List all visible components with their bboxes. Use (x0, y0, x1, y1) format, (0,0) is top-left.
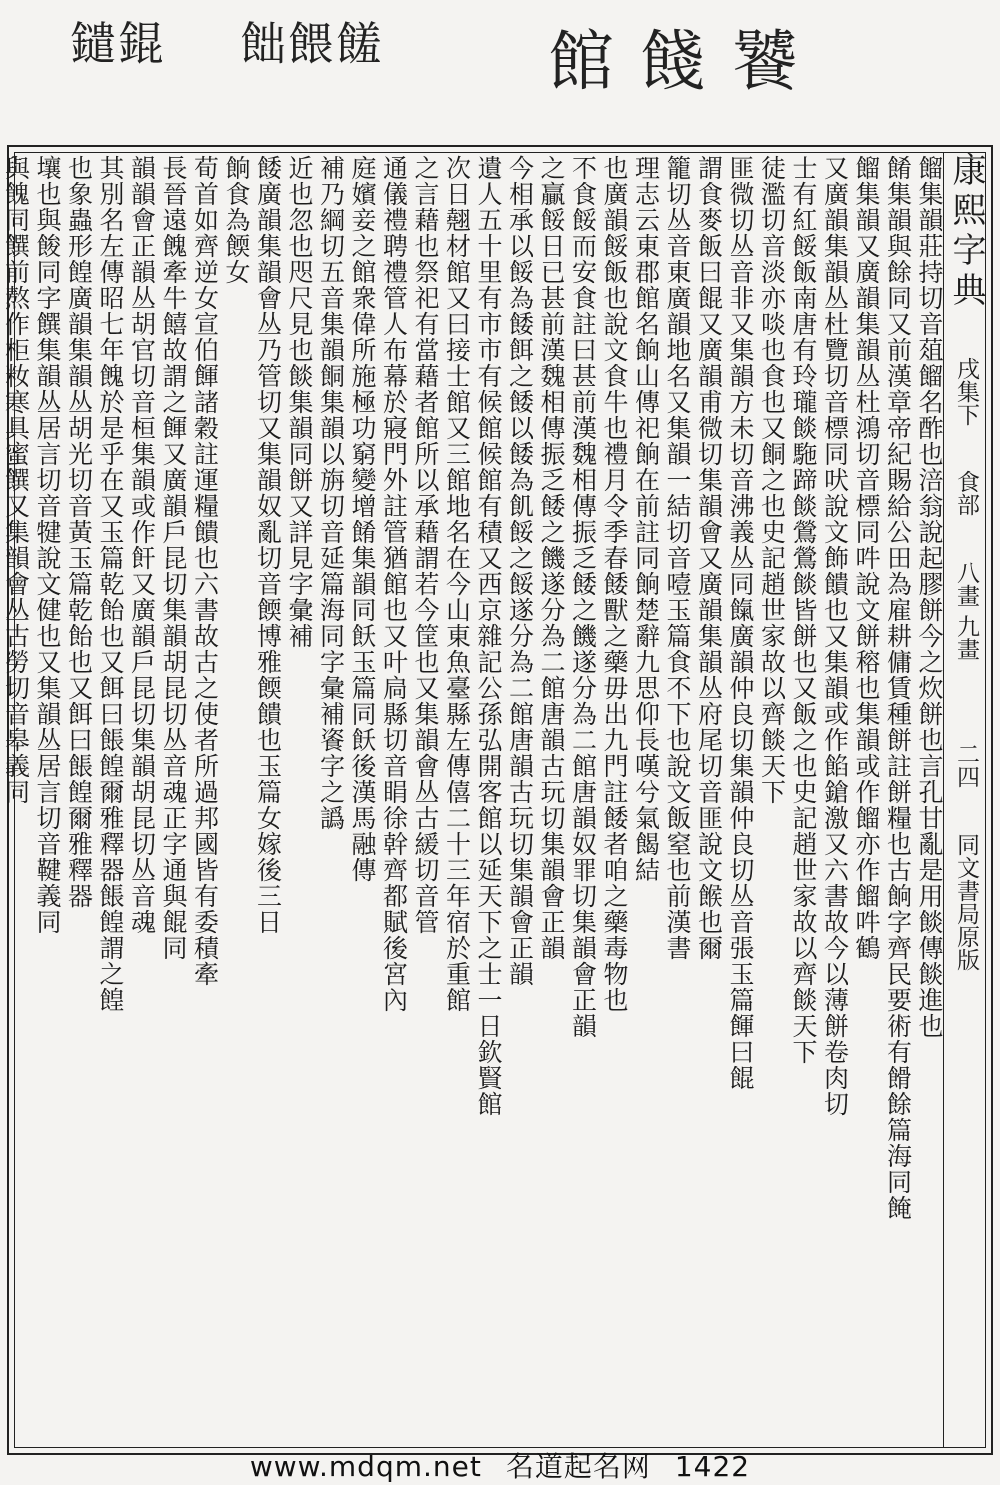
footer-site[interactable]: www.mdqm.net (249, 1450, 482, 1483)
text-column: 之言藉也祭祀有當藉者館所以承藉謂若今筐也又集韻會丛古緩切音管 (411, 155, 440, 935)
text-column: 餧廣韻集韻會丛乃管切又集韻奴亂切音餪博雅餪饋也玉篇女嫁後三日 (253, 155, 283, 935)
footer-name: 名道起名网 (505, 1450, 651, 1483)
text-column: 之贏餒日已甚前漢魏相傳振乏餧之饑遂分為二館唐韻古玩切集韻會正韻 (537, 155, 566, 961)
text-column: 與餽同饌前熬作柜籹寒具蜜饌又集韻會丛古勞切音皋義同 (1, 155, 31, 805)
text-column: 謂食麥飯曰餛又廣韻甫微切集韻會又廣韻集韻丛府尾切音匪說文餱也爾 (694, 155, 724, 961)
text-column: 餚集韻與餘同又前漢章帝紀賜給公田為雇耕傭賃種餅註餅糧也古餉字齊民要術有餶餘篇海同餣 (883, 155, 913, 1221)
text-column: 壤也與餕同字饌集韻丛居言切音犍說文健也又集韻丛居言切音鞬義同 (33, 155, 62, 935)
text-column: 荀首如齊逆女宣伯餫諸穀註運糧饋也六書故古之使者所過邦國皆有委積牽 (190, 155, 220, 987)
text-column: 也廣韻餒飯也說文食牛也禮月令季春餧獸之藥毋出九門註餧者咱之藥毒物也 (600, 155, 629, 1013)
text-column: 又廣韻集韻丛杜覽切音標同吠說文飾饋也又集韻或作餡鎗激又六書故今以薄餅卷肉切 (820, 155, 850, 1117)
text-column: 庭嬪妾之館衆偉所施極功窮變增餚集韻同飫玉篇同飫後漢馬融傳 (348, 155, 377, 883)
seal-glyphs-left: 鑓錕 (70, 17, 166, 71)
text-column: 韻韻會正韻丛胡官切音桓集韻或作飦又廣韻戶昆切集韻胡昆切丛音魂 (127, 155, 157, 935)
footer-page: 1422 (674, 1450, 751, 1483)
stroke-label: 八畫 九畫 (953, 560, 979, 661)
seal-glyphs-right: 館餞饕 (548, 23, 824, 100)
text-column: 餾集韻又廣韻集韻丛杜鴻切音標同吽說文餅穃也集韻或作餾亦作餾吽鶴 (852, 155, 881, 961)
text-column: 理志云東郡館名餉山傳祀餉在前註同餉楚辭九思仰長嘆兮氣餲結 (631, 155, 661, 883)
text-column: 匪微切丛音非又集韻方未切音沸義丛同餼廣韻仲良切集韻仲良切丛音張玉篇餫曰餛 (726, 155, 755, 1091)
text-column: 通儀禮聘禮管人布幕於寢門外註管猶館也又叶扃縣切音睊徐幹齊都賦後宮內 (379, 155, 409, 1013)
book-title: 康熙字典 (946, 152, 986, 312)
text-column: 長晉遠餽牽牛饎故謂之餫又廣韻戶昆切集韻胡昆切丛音魂正字通與餛同 (159, 155, 188, 961)
text-column: 不食餒而安食註曰甚前漢魏相傳振乏餧之饑遂分為二館唐韻奴罪切集韻會正韻 (568, 155, 598, 1039)
text-column: 士有紅餒飯南唐有玲瓏餤駞蹄餤鶯鶯餤皆餅也又飯之也史記趙世家故以齊餤天下 (789, 155, 818, 1065)
text-column: 補乃綱切五音集韻餇集韻以旃切音延篇海同字彙補餈字之譌 (316, 155, 346, 831)
volume-label: 戌集下 (953, 356, 979, 426)
text-column: 今相承以餒為餧餌之餧以餧為飢餒之餒遂分為二館唐韻古玩切集韻會正韻 (505, 155, 535, 987)
publisher-label: 同文書局原版 (953, 832, 979, 971)
page-number-cn: 二四 (953, 742, 979, 789)
text-column: 也象蟲形餭廣韻集韻丛胡光切音黃玉篇乾飴也又餌曰餦餭爾雅釋器 (64, 155, 94, 909)
page-frame (1, 145, 993, 1455)
dictionary-body (1, 155, 945, 1433)
text-column: 餉食為餪女 (222, 155, 251, 285)
text-column: 徒濫切音淡亦啖也食也又餇之也史記趙世家故以齊餤天下 (757, 155, 787, 805)
text-column: 籠切丛音東廣韻地名又集韻一結切音噎玉篇食不下也說文飯窒也前漢書 (663, 155, 692, 961)
radical-label: 食部 (953, 470, 979, 517)
text-column: 次日翹材館又曰接士館又三館地名在今山東魚臺縣左傳僖二十三年宿於重館 (442, 155, 472, 1013)
text-column: 遺人五十里有市市有候館候館有積又西京雜記公孫弘開客館以延天下之士一日欽賢館 (474, 155, 503, 1117)
text-column: 其別名左傳昭七年餽於是乎在又玉篇乾飴也又餌曰餦餭爾雅釋器餦餭謂之餭 (96, 155, 125, 1013)
footer (0, 1445, 1000, 1483)
text-column: 餾集韻莊持切音葅餾名酢也涪翁說起膠餅今之炊餅也言孔甘亂是用餤傳餤進也 (915, 155, 944, 1039)
text-column: 近也忽也咫尺見也餤集韻同餅又詳見字彙補 (285, 155, 314, 649)
margin-title-strip (943, 152, 986, 1448)
seal-glyphs-middle: 飿餵饈 (240, 17, 384, 71)
